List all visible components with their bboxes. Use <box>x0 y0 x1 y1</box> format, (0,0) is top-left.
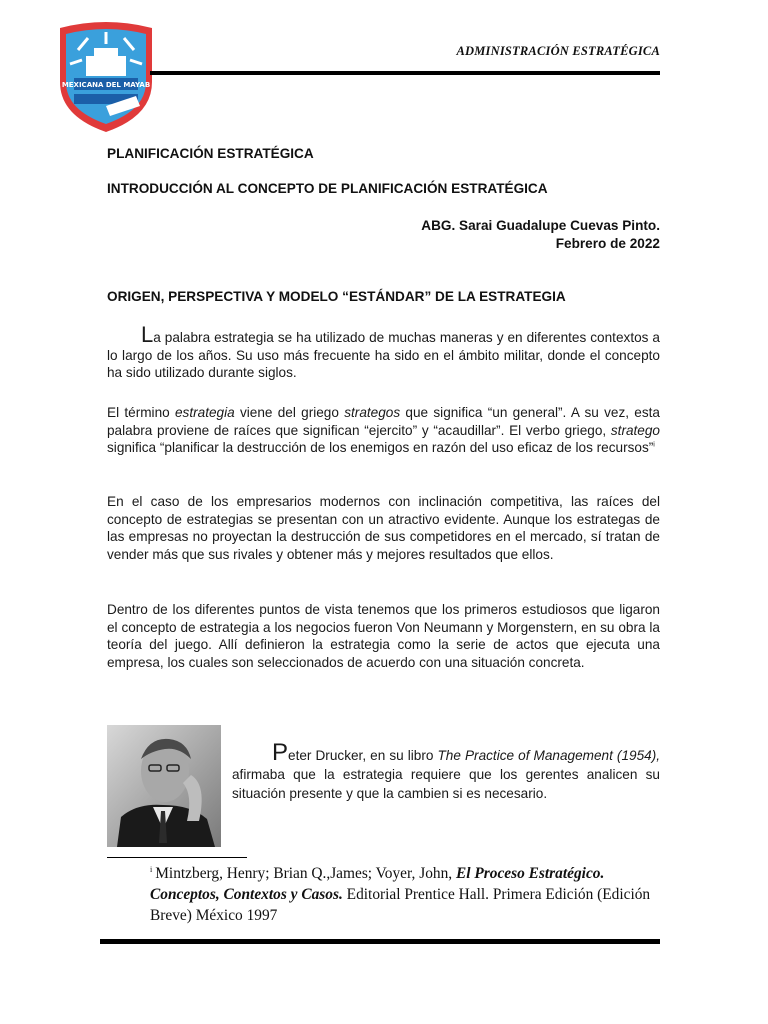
header-rule <box>150 71 660 75</box>
drop-cap: L <box>141 322 154 347</box>
paragraph-2: El término estrategia viene del griego strategos que significa “un general”. A su vez, esta palabra proviene de raíces que significan “ejercito” y “acaudillar”. El verbo griego, stratego significa “planificar la destrucción de los enemigos en razón del uso eficaz de los recursos”$^i$ <box>107 405 660 456</box>
paragraph-drucker: Peter Drucker, en su libro The Practice of Management (1954), afirmaba que la estrategia requiere que los gerentes analicen su situación presente y que la cambien si es necesario. <box>232 739 661 801</box>
document-subtitle: INTRODUCCIÓN AL CONCEPTO DE PLANIFICACIÓN ESTRATÉGICA <box>107 181 548 196</box>
book-title: The Practice of Management (1954), <box>437 748 661 763</box>
paragraph-4: Dentro de los diferentes puntos de vista tenemos que los primeros estudiosos que ligaron el concepto de estrategia a los negocios fueron Von Neumann y Morgenstern, en su obra la teoría del juego. Allí definieron la estrategia como la serie de actos que ejecuta una empresa, los cuales son seleccionados de acuerdo con una situación concreta. <box>107 602 660 670</box>
footnote: $^i$ Mintzberg, Henry; Brian Q.,James; Voyer, John, El Proceso Estratégico. Conceptos, Contextos y Casos. Editorial Prentice Hall. Primera Edición (Edición Breve) México 1997 <box>150 864 651 924</box>
section-heading: ORIGEN, PERSPECTIVA Y MODELO “ESTÁNDAR” DE LA ESTRATEGIA <box>107 289 566 304</box>
footnote-book-title: El Proceso Estratégico. Conceptos, Contextos y Casos. <box>150 865 605 903</box>
footnote-reference: i <box>653 441 655 449</box>
document-title: PLANIFICACIÓN ESTRATÉGICA <box>107 146 314 161</box>
author-block <box>421 217 660 253</box>
footer-rule <box>100 939 660 944</box>
paragraph-3: En el caso de los empresarios modernos con inclinación competitiva, las raíces del concepto de estrategias se presentan con un atractivo evidente. Aunque los estrategas de las empresas no proyectan la destrucción de sus competidores en el mercado, sí tratan de vender más que sus rivales y obtener más y mejores resultados que ellos. <box>107 494 660 562</box>
logo-wordmark: MEXICANA DEL MAYAB <box>61 81 151 89</box>
peter-drucker-photo <box>107 725 221 847</box>
drop-cap: P <box>272 739 289 766</box>
document-date: Febrero de 2022 <box>555 236 660 251</box>
paragraph-1: La palabra estrategia se ha utilizado de muchas maneras y en diferentes contextos a lo largo de los años. Su uso más frecuente ha sido en el ámbito militar, donde el concepto ha sido utilizado durante siglos. <box>107 322 660 381</box>
footnote-marker: i <box>150 864 153 874</box>
footnote-rule <box>107 857 247 858</box>
author-name: ABG. Sarai Guadalupe Cuevas Pinto. <box>421 218 660 233</box>
header-title: ADMINISTRACIÓN ESTRATÉGICA <box>456 44 660 58</box>
university-logo <box>56 20 156 134</box>
